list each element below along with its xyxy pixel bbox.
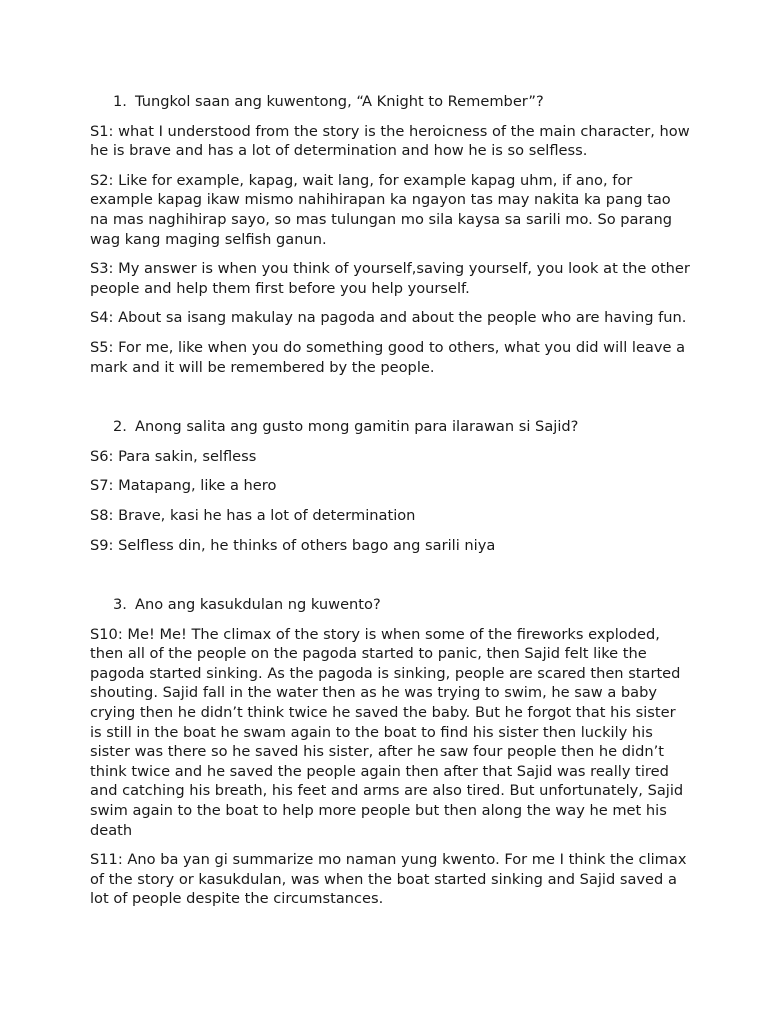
section-spacer bbox=[90, 387, 690, 417]
question-number: 3. bbox=[113, 596, 127, 614]
question-text: Ano ang kasukdulan ng kuwento? bbox=[135, 596, 381, 614]
question-text: Tungkol saan ang kuwentong, “A Knight to Remember”? bbox=[135, 93, 544, 110]
answer-s7: S7: Matapang, like a hero bbox=[90, 477, 277, 495]
section-spacer bbox=[90, 565, 690, 595]
question-section-2 bbox=[90, 417, 690, 555]
question-1 bbox=[90, 92, 690, 112]
answer-s11: S11: Ano ba yan gi summarize mo naman yung kwento. For me I think the climax of the story or kasukdulan, was when the boat started sinking and Sajid saved a lot of people despite the circumstances. bbox=[90, 851, 687, 908]
answer-s8: S8: Brave, kasi he has a lot of determination bbox=[90, 506, 416, 524]
question-3 bbox=[90, 595, 690, 615]
question-section-3 bbox=[90, 595, 690, 909]
question-number: 1. bbox=[113, 93, 127, 110]
answer-s9: S9: Selfless din, he thinks of others bago ang sarili niya bbox=[90, 536, 496, 554]
question-text: Anong salita ang gusto mong gamitin para ilarawan si Sajid? bbox=[135, 418, 579, 436]
answer-s1: S1: what I understood from the story is the heroicness of the main character, how he is brave and has a lot of determination and how he is so selfless. bbox=[90, 122, 690, 160]
document-body bbox=[90, 92, 690, 919]
answer-s10: S10: Me! Me! The climax of the story is when some of the fireworks exploded, then all of the people on the pagoda started to panic, then Sajid felt like the pagoda started sinking. As the pagoda is sinking, people are scared then started shouting. Sajid fall in the water then as he was trying to swim, he saw a baby crying then he didn’t think twice he saved the baby. But he forgot that his sister is still in the boat he swam again to the boat to find his sister then luckily his sister was there so he saved his sister, after he saw four people then he didn’t think twice and he saved the people again then after that Sajid was really tired and catching his breath, his feet and arms are also tired. But unfortunately, Sajid swim again to the boat to help more people but then along the way he met his death bbox=[90, 625, 684, 839]
answer-s4: S4: About sa isang makulay na pagoda and about the people who are having fun. bbox=[90, 309, 687, 327]
answer-s5: S5: For me, like when you do something good to others, what you did will leave a mark and it will be remembered by the people. bbox=[90, 338, 686, 376]
question-number: 2. bbox=[113, 418, 127, 436]
question-2 bbox=[90, 417, 690, 437]
answer-s6: S6: Para sakin, selfless bbox=[90, 447, 257, 465]
answer-s3: S3: My answer is when you think of yourself,saving yourself, you look at the other people and help them first before you help yourself. bbox=[90, 260, 690, 297]
answer-s2: S2: Like for example, kapag, wait lang, for example kapag uhm, if ano, for example kapag ikaw mismo nahihirapan ka ngayon tas may nakita ka pang tao na mas naghihirap sayo, so mas tulungan mo sila kaysa sa sarili mo. So parang wag kang maging selfish ganun. bbox=[90, 171, 672, 248]
question-section-1 bbox=[90, 92, 690, 377]
